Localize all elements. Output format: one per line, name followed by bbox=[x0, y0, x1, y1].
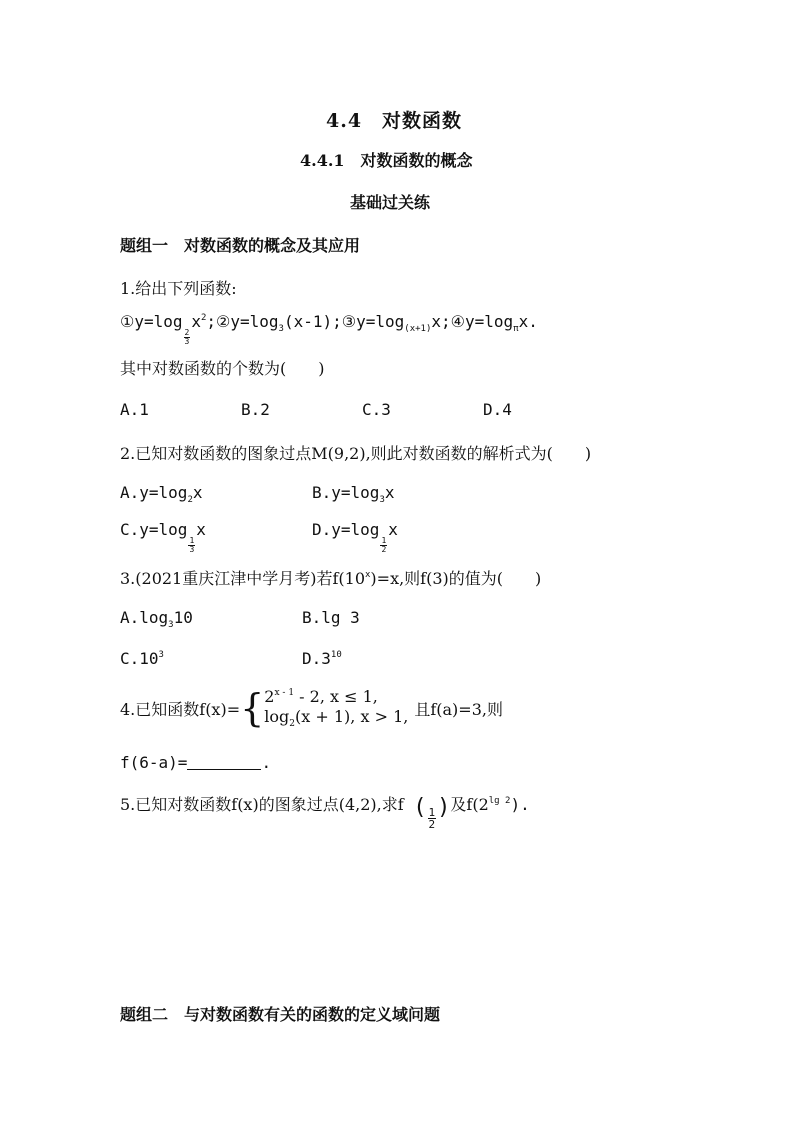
question-2-stem: 2.已知对数函数的图象过点M(9,2),则此对数函数的解析式为( ) bbox=[120, 444, 592, 463]
q1-option-a: A.1 bbox=[120, 400, 149, 419]
q1-option-b: B.2 bbox=[241, 400, 270, 419]
page-subtitle: 4.4.1 对数函数的概念 bbox=[300, 151, 473, 170]
page-title: 4.4 对数函数 bbox=[326, 110, 463, 132]
q2-option-d: D.y=log $\frac{1}{2}$ x bbox=[312, 520, 398, 554]
q3-option-d: $D.3^{10}$ bbox=[302, 649, 342, 668]
q2-option-a: $A.y=\log_2x$ bbox=[120, 483, 203, 505]
question-1-functions: ①y=log $\frac{2}{3}$ $x^2;②y=\log_3(x-1);③y=\log_{(x+1)}x;④y=\log_\pi x$. bbox=[120, 312, 538, 346]
question-1-ask: 其中对数函数的个数为( ) bbox=[120, 359, 325, 378]
section-heading: 基础过关练 bbox=[350, 193, 431, 212]
q2-option-c: C.y=log $\frac{1}{3}$ x bbox=[120, 520, 206, 554]
question-4-line2: f(6-a)= . bbox=[120, 753, 272, 772]
piecewise-cases: 2$^{x - 1}$ - 2, x ≤ 1, $\log_2(x + 1)$, x > 1, bbox=[264, 686, 409, 729]
q1-option-d: D.4 bbox=[483, 400, 512, 419]
fraction: $\frac{1}{2}$ bbox=[381, 536, 387, 554]
group-heading-1: 题组一 对数函数的概念及其应用 bbox=[120, 236, 361, 255]
q3-option-b: B.lg 3 bbox=[302, 608, 360, 627]
group-heading-2: 题组二 与对数函数有关的函数的定义域问题 bbox=[120, 1005, 441, 1024]
question-1-stem: 1.给出下列函数: bbox=[120, 279, 237, 298]
fraction: $\frac{1}{3}$ bbox=[189, 536, 195, 554]
left-brace: { bbox=[240, 686, 265, 730]
fraction: $\frac{2}{3}$ bbox=[184, 328, 190, 346]
question-5-stem: 5.已知对数函数f(x)的图象过点(4,2),求f ( $\frac{1}{2}$ )及$f(2^{lg 2})$. bbox=[120, 795, 530, 831]
q3-option-a: $A.\log_310$ bbox=[120, 608, 193, 630]
q1-option-c: C.3 bbox=[362, 400, 391, 419]
q2-option-b: $B.y=\log_3x$ bbox=[312, 483, 395, 505]
answer-blank[interactable] bbox=[187, 755, 261, 770]
q3-option-c: $C.10^3$ bbox=[120, 649, 164, 668]
question-4-stem: 4.已知函数f(x)= { 2$^{x - 1}$ - 2, x ≤ 1, $\log_2(x + 1)$, x > 1, 且f(a)=3,则 bbox=[120, 686, 503, 730]
question-3-stem: 3.(2021重庆江津中学月考)若$f(10^x)=x$,则f(3)的值为( ) bbox=[120, 569, 542, 588]
fraction: $\frac{1}{2}$ bbox=[428, 806, 436, 831]
